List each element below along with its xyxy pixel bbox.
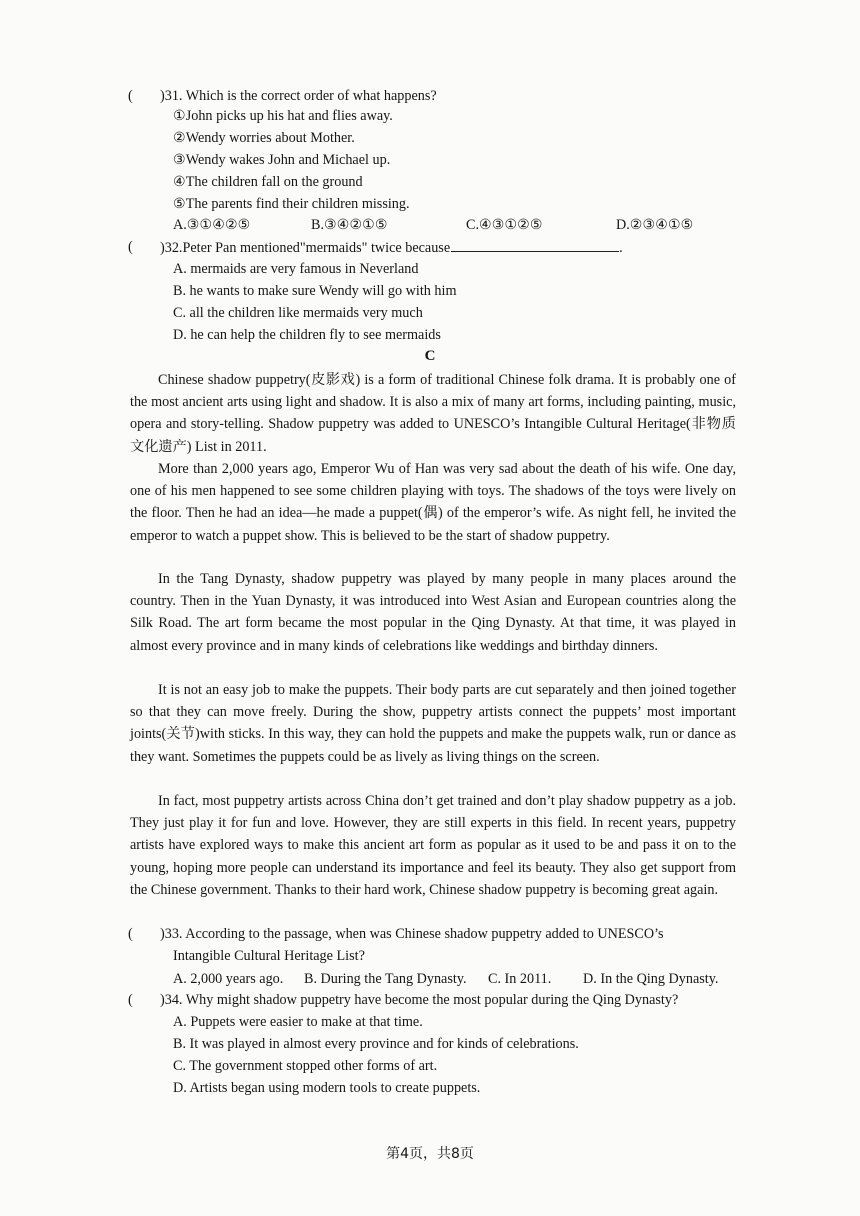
option-d: D.②③④①⑤ [616,217,694,233]
question-stem: )33. According to the passage, when was Chinese shadow puppetry added to UNESCO’s [160,926,664,942]
answer-blank [451,237,619,252]
answer-paren: ( [128,992,133,1008]
option-c: C. all the children like mermaids very much [173,305,423,321]
passage-paragraph: More than 2,000 years ago, Emperor Wu of Han was very sad about the death of his wife. One day, one of his men happened to see some children playing with toys. The shadows of the toys were lively on the floor. Then he had an idea—he made a puppet(偶) of the emperor’s wife. As night fell, he invited the emperor to watch a puppet show. This is believed to be the start of shadow puppetry. [130,461,736,544]
option-c: C. The government stopped other forms of art. [173,1058,438,1074]
passage-paragraph: Chinese shadow puppetry(皮影戏) is a form of traditional Chinese folk drama. It is probably one of the most ancient arts using light and shadow. It is also a mix of many art forms, including painting, music, opera and story-telling. Shadow puppetry was added to UNESCO’s Intangible Cultural Heritage(非物质文化遗产) List in 2011. [130,372,736,455]
option-a: A. mermaids are very famous in Neverland [173,261,419,277]
section-title: C [424,348,436,364]
question-stem: )34. Why might shadow puppetry have become the most popular during the Qing Dynasty? [160,992,679,1008]
answer-paren: ( [128,88,133,104]
event-item: ⑤The parents find their children missing. [173,196,410,212]
option-c: C.④③①②⑤ [466,217,543,233]
page-number-footer: 第4页，共8页 [386,1146,474,1162]
question-stem: )31. Which is the correct order of what happens? [160,88,437,104]
event-item: ③Wendy wakes John and Michael up. [173,152,391,168]
option-a: A. Puppets were easier to make at that time. [173,1014,423,1030]
answer-paren: ( [128,926,133,942]
event-item: ④The children fall on the ground [173,174,363,190]
event-item: ①John picks up his hat and flies away. [173,108,393,124]
option-row [0,969,860,989]
event-item: ②Wendy worries about Mother. [173,130,355,146]
answer-paren: ( [128,239,133,255]
passage-paragraph: It is not an easy job to make the puppets. Their body parts are cut separately and then joined together so that they can move freely. During the show, puppetry artists connect the puppets’ most important joints(关节)with sticks. In this way, they can hold the puppets and make the puppets walk, run or dance as they want. Sometimes the puppets could be as lively as living things on the screen. [130,682,736,765]
option-d: D. he can help the children fly to see mermaids [173,327,441,343]
option-b: B. It was played in almost every province and for kinds of celebrations. [173,1036,579,1052]
option-d: D. In the Qing Dynasty. [583,971,719,987]
option-a: A. 2,000 years ago. [173,971,284,987]
option-c: C. In 2011. [488,971,552,987]
option-b: B.③④②①⑤ [311,217,388,233]
option-d: D. Artists began using modern tools to create puppets. [173,1080,481,1096]
option-a: A.③①④②⑤ [173,217,251,233]
option-b: B. he wants to make sure Wendy will go with him [173,283,457,299]
option-row [0,215,860,235]
passage-paragraph: In fact, most puppetry artists across China don’t get trained and don’t play shadow puppetry as a job. They just play it for fun and love. However, they are still experts in this field. In recent years, puppetry artists have explored ways to make this ancient art form as popular as it used to be and pass it on to the young, hoping more people can understand its importance and feel its beauty. They also get support from the Chinese government. Thanks to their hard work, Chinese shadow puppetry is becoming great again. [130,793,736,898]
passage-paragraph: In the Tang Dynasty, shadow puppetry was played by many people in many places around the country. Then in the Yuan Dynasty, it was introduced into West Asian and European countries along the Silk Road. The art form became the most popular in the Qing Dynasty. At that time, it was played in almost every province and in many kinds of celebrations like weddings and birthday dinners. [130,571,736,654]
question-stem: )32.Peter Pan mentioned"mermaids" twice because . [160,237,623,258]
option-b: B. During the Tang Dynasty. [304,971,467,987]
question-stem-cont: Intangible Cultural Heritage List? [173,948,365,964]
